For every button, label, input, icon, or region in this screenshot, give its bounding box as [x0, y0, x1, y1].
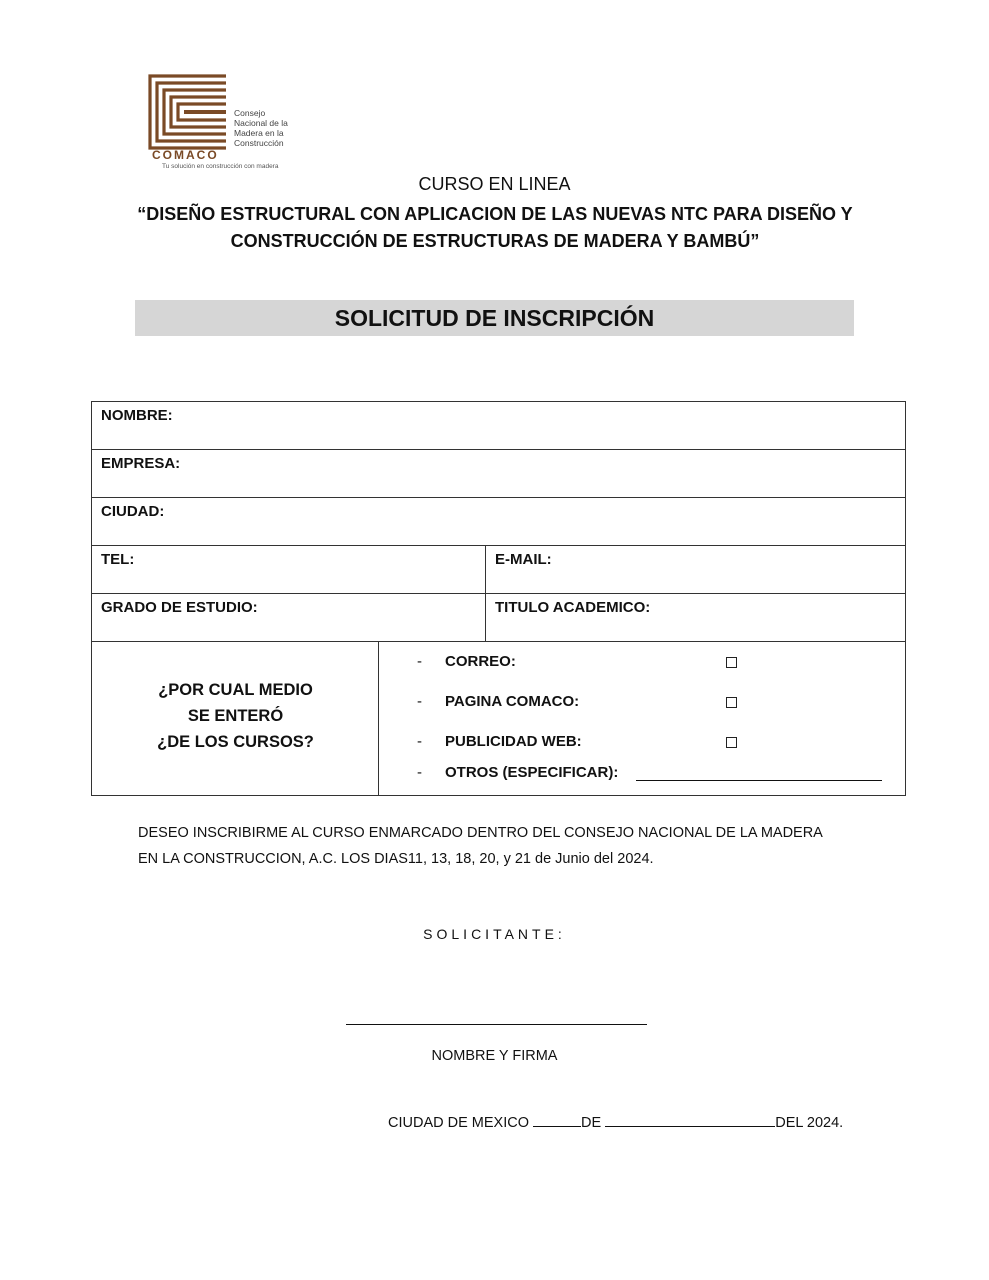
option-label: OTROS (ESPECIFICAR): [445, 764, 619, 781]
date-year: DEL 2024. [775, 1115, 844, 1131]
titulo-label: TITULO ACADEMICO: [495, 599, 651, 616]
medio-options-cell [378, 641, 906, 796]
option-otros [417, 764, 618, 781]
email-label: E-MAIL: [495, 551, 552, 568]
nombre-field[interactable] [91, 401, 906, 450]
form-title: SOLICITUD DE INSCRIPCIÓN [334, 305, 655, 331]
date-city: CIUDAD DE MEXICO [388, 1115, 529, 1131]
statement-line: EN LA CONSTRUCCION, A.C. LOS DIAS11, 13, 18, 20, y 21 de Junio del 2024. [138, 851, 654, 867]
name-signature-label: NOMBRE Y FIRMA [431, 1048, 558, 1064]
empresa-field[interactable] [91, 449, 906, 498]
comaco-logo-mark-icon [148, 74, 228, 150]
grado-field[interactable] [91, 593, 486, 642]
statement-line: DESEO INSCRIBIRME AL CURSO ENMARCADO DENTRO DEL CONSEJO NACIONAL DE LA MADERA [138, 825, 823, 841]
nombre-label: NOMBRE: [101, 407, 173, 424]
date-line [388, 1114, 843, 1131]
logo-line: Consejo [234, 108, 266, 118]
logo-tagline: Tu solución en construcción con madera [162, 163, 279, 170]
grado-label: GRADO DE ESTUDIO: [101, 599, 258, 616]
logo-line: Madera en la [234, 128, 284, 138]
option-label: PAGINA COMACO: [445, 693, 580, 710]
pagina-comaco-checkbox[interactable] [726, 697, 737, 708]
email-field[interactable] [485, 545, 906, 594]
tel-field[interactable] [91, 545, 486, 594]
option-publicidad-web [417, 733, 582, 750]
form-title-band [135, 300, 854, 336]
medio-question-line: SE ENTERÓ [187, 707, 284, 725]
logo-line: Construcción [234, 138, 284, 148]
empresa-label: EMPRESA: [101, 455, 181, 472]
ciudad-field[interactable] [91, 497, 906, 546]
course-title: “DISEÑO ESTRUCTURAL CON APLICACION DE LAS NUEVAS NTC PARA DISEÑO Y CONSTRUCCIÓN DE ESTRUCTURAS DE MADERA Y BAMBÚ” [137, 204, 853, 251]
titulo-field[interactable] [485, 593, 906, 642]
day-blank[interactable] [533, 1114, 581, 1127]
ciudad-label: CIUDAD: [101, 503, 165, 520]
applicant-label: SOLICITANTE: [423, 926, 566, 942]
option-label: PUBLICIDAD WEB: [445, 733, 582, 750]
month-blank[interactable] [605, 1114, 775, 1127]
logo-text [234, 108, 314, 148]
medio-question-cell [91, 641, 379, 796]
enrollment-statement [138, 820, 878, 872]
signature-line[interactable] [346, 1024, 647, 1025]
option-dash: - [417, 693, 422, 710]
tel-label: TEL: [101, 551, 135, 568]
publicidad-web-checkbox[interactable] [726, 737, 737, 748]
medio-question-line: ¿DE LOS CURSOS? [157, 733, 314, 751]
medio-question [92, 677, 379, 755]
option-correo [417, 653, 516, 670]
course-line: CURSO EN LINEA [418, 174, 571, 194]
otros-specify-line[interactable] [636, 780, 882, 781]
logo-wordmark: COMACO [152, 148, 219, 162]
option-dash: - [417, 733, 422, 750]
medio-question-line: ¿POR CUAL MEDIO [158, 681, 313, 699]
option-label: CORREO: [445, 653, 516, 670]
correo-checkbox[interactable] [726, 657, 737, 668]
logo-line: Nacional de la [234, 118, 288, 128]
comaco-logo [148, 74, 308, 174]
date-de: DE [581, 1115, 602, 1131]
option-pagina-comaco [417, 693, 579, 710]
option-dash: - [417, 653, 422, 670]
option-dash: - [417, 764, 422, 781]
